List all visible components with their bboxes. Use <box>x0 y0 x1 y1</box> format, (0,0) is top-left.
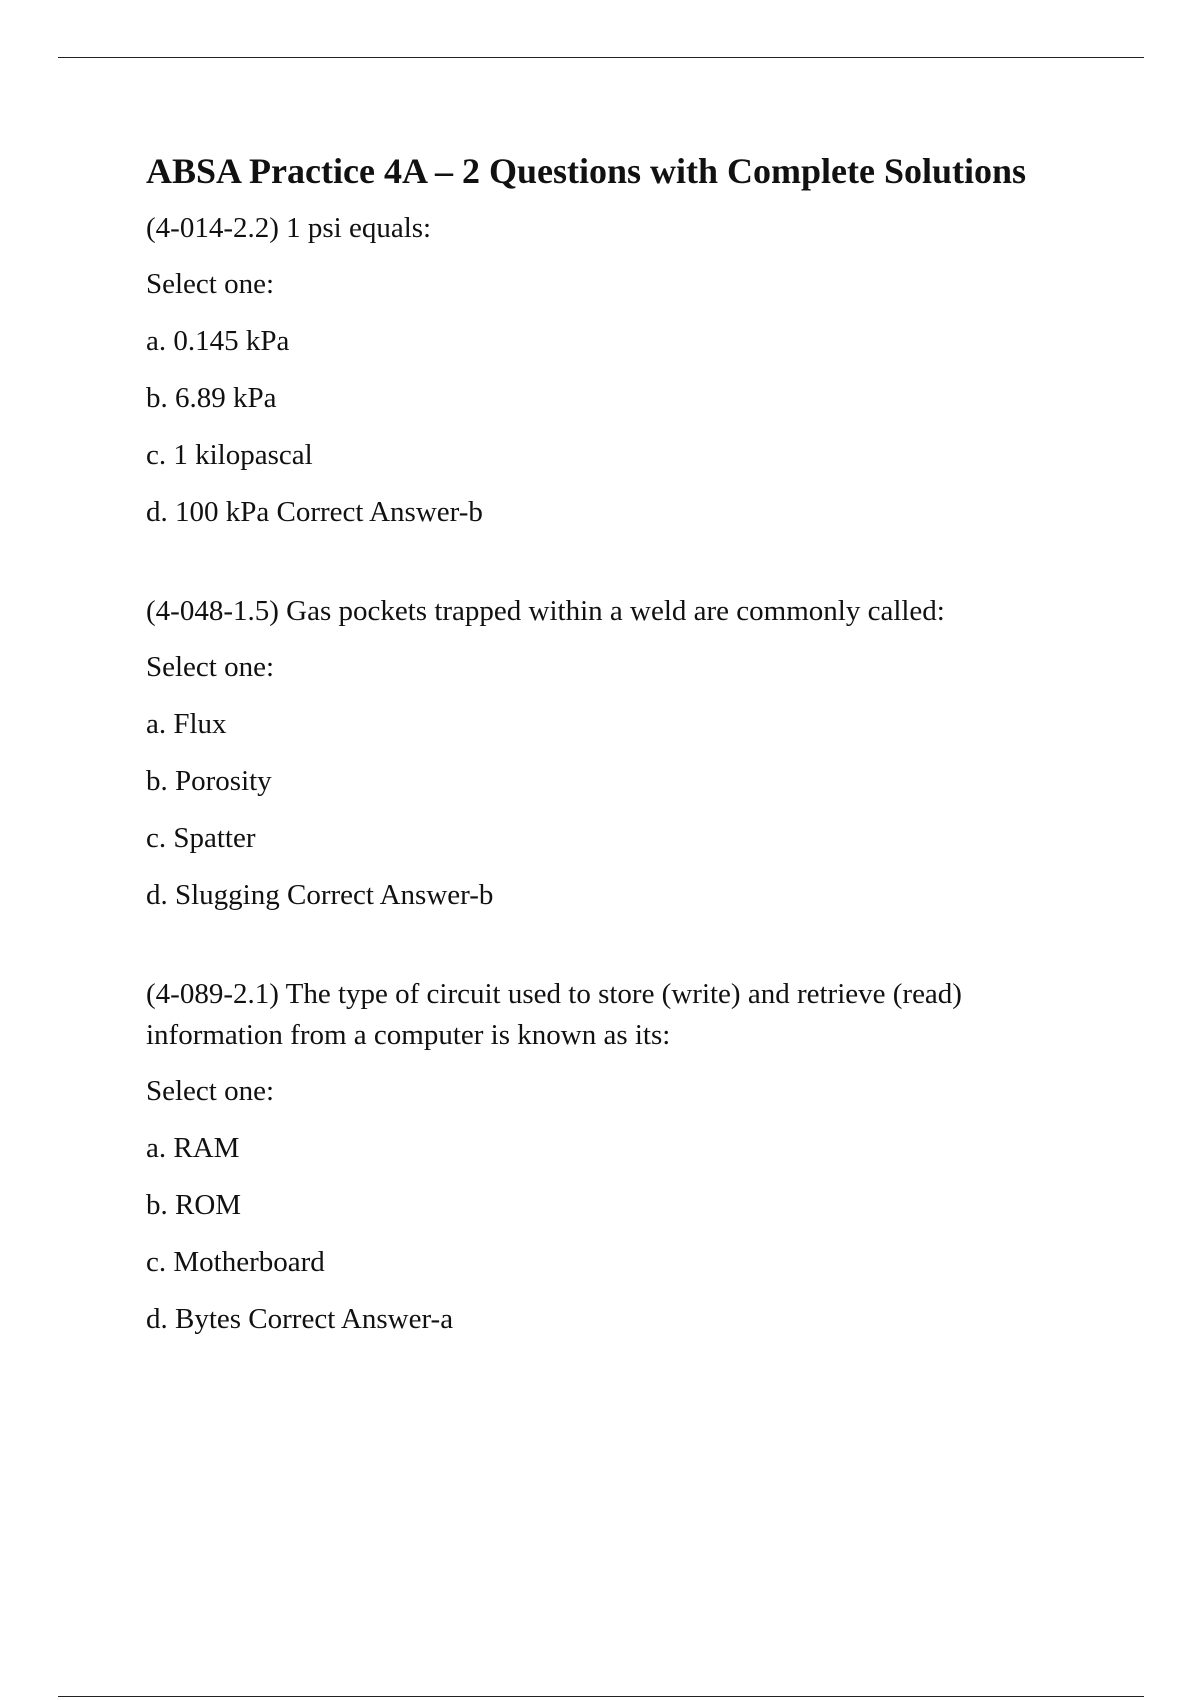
answer-option-b: b. 6.89 kPa <box>146 382 277 414</box>
document-title: ABSA Practice 4A – 2 Questions with Complete Solutions <box>146 151 1027 191</box>
question-prompt: (4-048-1.5) Gas pockets trapped within a weld are commonly called: <box>146 595 945 627</box>
answer-option-a: a. 0.145 kPa <box>146 325 290 357</box>
top-rule <box>58 57 1144 58</box>
question-1 <box>146 208 1086 533</box>
answer-option-b: b. Porosity <box>146 765 272 797</box>
bottom-rule <box>58 1696 1144 1697</box>
document-body <box>146 146 1086 1340</box>
answer-option-b: b. ROM <box>146 1189 242 1221</box>
question-prompt: (4-014-2.2) 1 psi equals: <box>146 212 432 244</box>
question-instruction: Select one: <box>146 651 275 683</box>
answer-option-d: d. 100 kPa Correct Answer-b <box>146 496 483 528</box>
question-3 <box>146 974 1086 1340</box>
question-prompt: (4-089-2.1) The type of circuit used to store (write) and retrieve (read) information from a computer is known as its: <box>146 978 962 1051</box>
answer-option-c: c. 1 kilopascal <box>146 439 313 471</box>
answer-option-a: a. RAM <box>146 1132 240 1164</box>
answer-option-d: d. Bytes Correct Answer-a <box>146 1303 454 1335</box>
answer-option-a: a. Flux <box>146 708 227 740</box>
question-2 <box>146 591 1086 916</box>
answer-option-c: c. Motherboard <box>146 1246 325 1278</box>
answer-option-c: c. Spatter <box>146 822 256 854</box>
answer-option-d: d. Slugging Correct Answer-b <box>146 879 494 911</box>
question-instruction: Select one: <box>146 1075 275 1107</box>
question-instruction: Select one: <box>146 268 275 300</box>
